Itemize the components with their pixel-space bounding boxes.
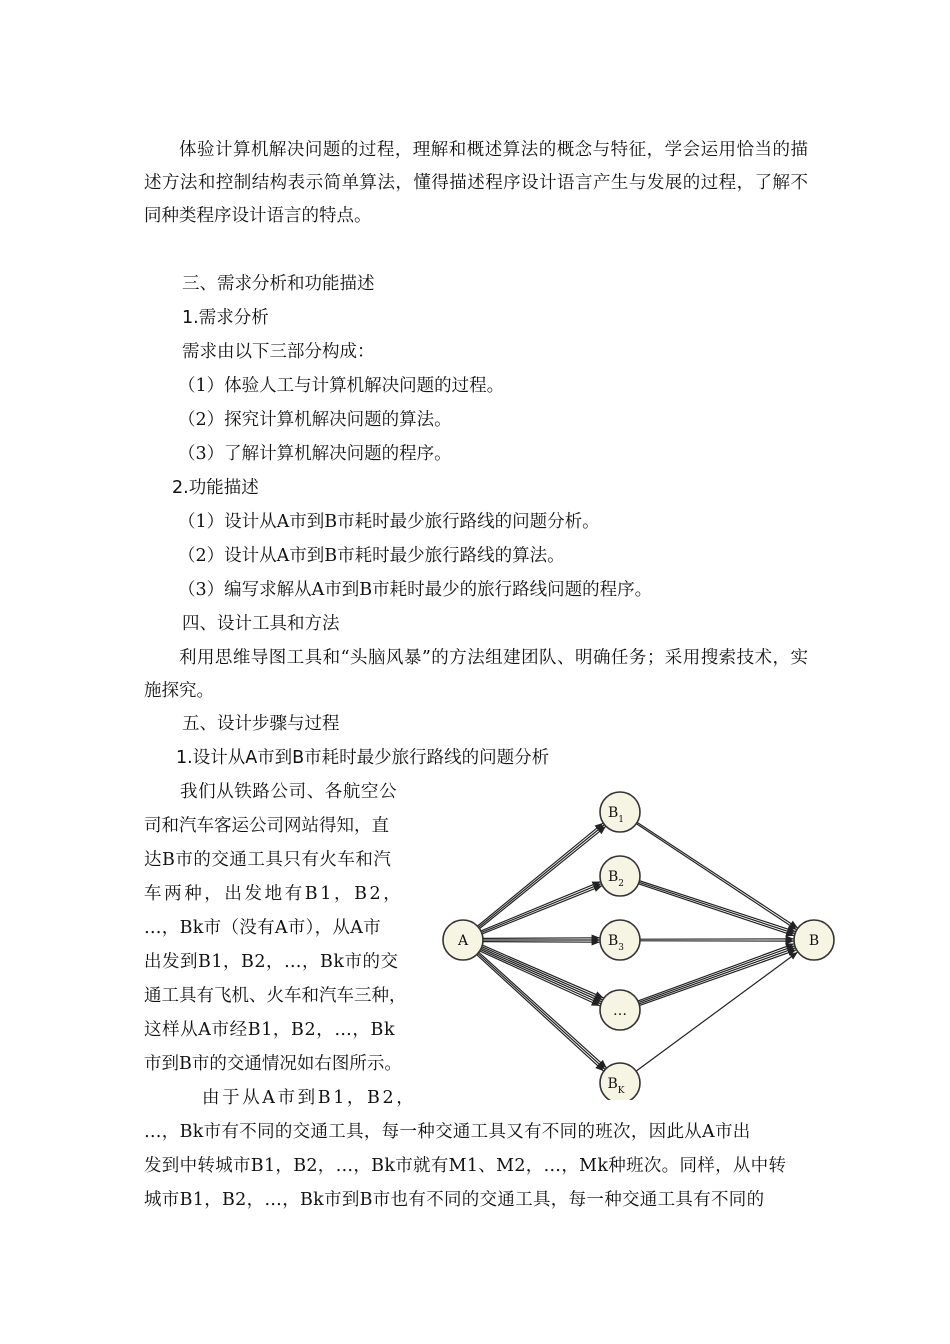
node-transfer-city <box>600 1063 640 1100</box>
section3-heading: 三、需求分析和功能描述 <box>182 274 375 294</box>
edge-mid-to-b <box>636 824 796 930</box>
node-transfer-city <box>600 920 640 960</box>
list-item: （3）了解计算机解决问题的程序。 <box>178 444 452 464</box>
list-item: （3）编写求解从A市到B市耗时最少的旅行路线问题的程序。 <box>178 580 653 600</box>
edge-a-to-mid <box>483 942 600 943</box>
edge-a-to-mid <box>481 950 601 1004</box>
text-line: 通工具有飞机、火车和汽车三种， <box>144 986 407 1006</box>
edge-a-to-mid <box>479 952 607 1068</box>
text-line: …，Bk市有不同的交通工具，每一种交通工具又有不同的班次，因此从A市出 <box>144 1122 751 1142</box>
list-item: （1）设计从A市到B市耗时最少旅行路线的问题分析。 <box>178 512 600 532</box>
text-line: 市到B市的交通情况如右图所示。 <box>144 1054 402 1074</box>
node-label: A <box>457 933 469 949</box>
node-label: $B_1$ <box>607 805 625 825</box>
text-line: …，Bk市（没有A市），从A市 <box>144 918 381 938</box>
edge-mid-to-b <box>639 882 795 933</box>
node-transfer-city <box>600 856 640 896</box>
text-line: 出发到B1，B2，…，Bk市的交 <box>144 952 399 972</box>
section3-sub1-heading: 1.需求分析 <box>182 308 269 328</box>
node-label: B <box>808 933 820 949</box>
edge-a-to-mid <box>481 882 601 931</box>
edge-mid-to-b <box>639 881 795 932</box>
node-transfer-city <box>600 792 640 832</box>
route-network-diagram <box>437 785 837 1100</box>
edge-a-to-mid <box>483 938 600 939</box>
section4-body: 利用思维导图工具和“头脑风暴”的方法组建团队、明确任务；采用搜索技术，实施探究。 <box>144 648 808 701</box>
text-line: 发到中转城市B1，B2，…，Bk市就有M1、M2，…，Mk种班次。同样，从中转 <box>144 1156 787 1176</box>
section4-heading: 四、设计工具和方法 <box>182 614 340 634</box>
node-source <box>443 920 483 960</box>
edge-a-to-mid <box>479 825 605 928</box>
edge-mid-to-b <box>640 950 797 1006</box>
text-line: 达B市的交通工具只有火车和汽 <box>144 850 392 870</box>
node-target <box>794 920 834 960</box>
node-label: $B_K$ <box>607 1076 625 1096</box>
section3-sub1-lead: 需求由以下三部分构成： <box>182 342 375 362</box>
node-circle <box>600 856 640 896</box>
text-line: 这样从A市经B1，B2，…，Bk <box>144 1020 396 1040</box>
section5-sub1-heading: 1.设计从A市到B市耗时最少旅行路线的问题分析 <box>176 748 550 768</box>
node-label: $B_3$ <box>607 933 625 953</box>
list-item: （2）设计从A市到B市耗时最少旅行路线的算法。 <box>178 546 565 566</box>
intro-paragraph: 体验计算机解决问题的过程，理解和概述算法的概念与特征，学会运用恰当的描述方法和控制结构表示简单算法，懂得描述程序设计语言产生与发展的过程，了解不同种类程序设计语言的特点。 <box>144 140 808 226</box>
edge-a-to-mid <box>480 826 606 928</box>
node-transfer-city <box>600 990 640 1030</box>
node-circle <box>600 920 640 960</box>
text-line: 城市B1，B2，…，Bk市到B市也有不同的交通工具，每一种交通工具有不同的 <box>144 1190 765 1210</box>
edge-mid-to-b <box>639 946 795 1003</box>
text-line: 司和汽车客运公司网站得知，直 <box>144 816 389 836</box>
node-circle <box>600 792 640 832</box>
node-label: $B_2$ <box>607 869 625 889</box>
node-label: … <box>613 1003 627 1019</box>
edge-mid-to-b <box>637 822 798 928</box>
text-line: 由于从A市到B1，B2， <box>202 1088 417 1108</box>
section5-heading: 五、设计步骤与过程 <box>182 714 340 734</box>
edge-mid-to-b <box>636 952 798 1071</box>
text-line: 车两种，出发地有B1，B2， <box>144 884 404 904</box>
section3-sub2-heading: 2.功能描述 <box>172 478 259 498</box>
edge-mid-to-b <box>639 948 795 1004</box>
edge-a-to-mid <box>480 951 600 1006</box>
list-item: （2）探究计算机解决问题的算法。 <box>178 410 452 430</box>
nodes <box>443 792 834 1100</box>
list-item: （1）体验人工与计算机解决问题的过程。 <box>178 376 505 396</box>
text-line: 我们从铁路公司、各航空公 <box>180 782 398 802</box>
